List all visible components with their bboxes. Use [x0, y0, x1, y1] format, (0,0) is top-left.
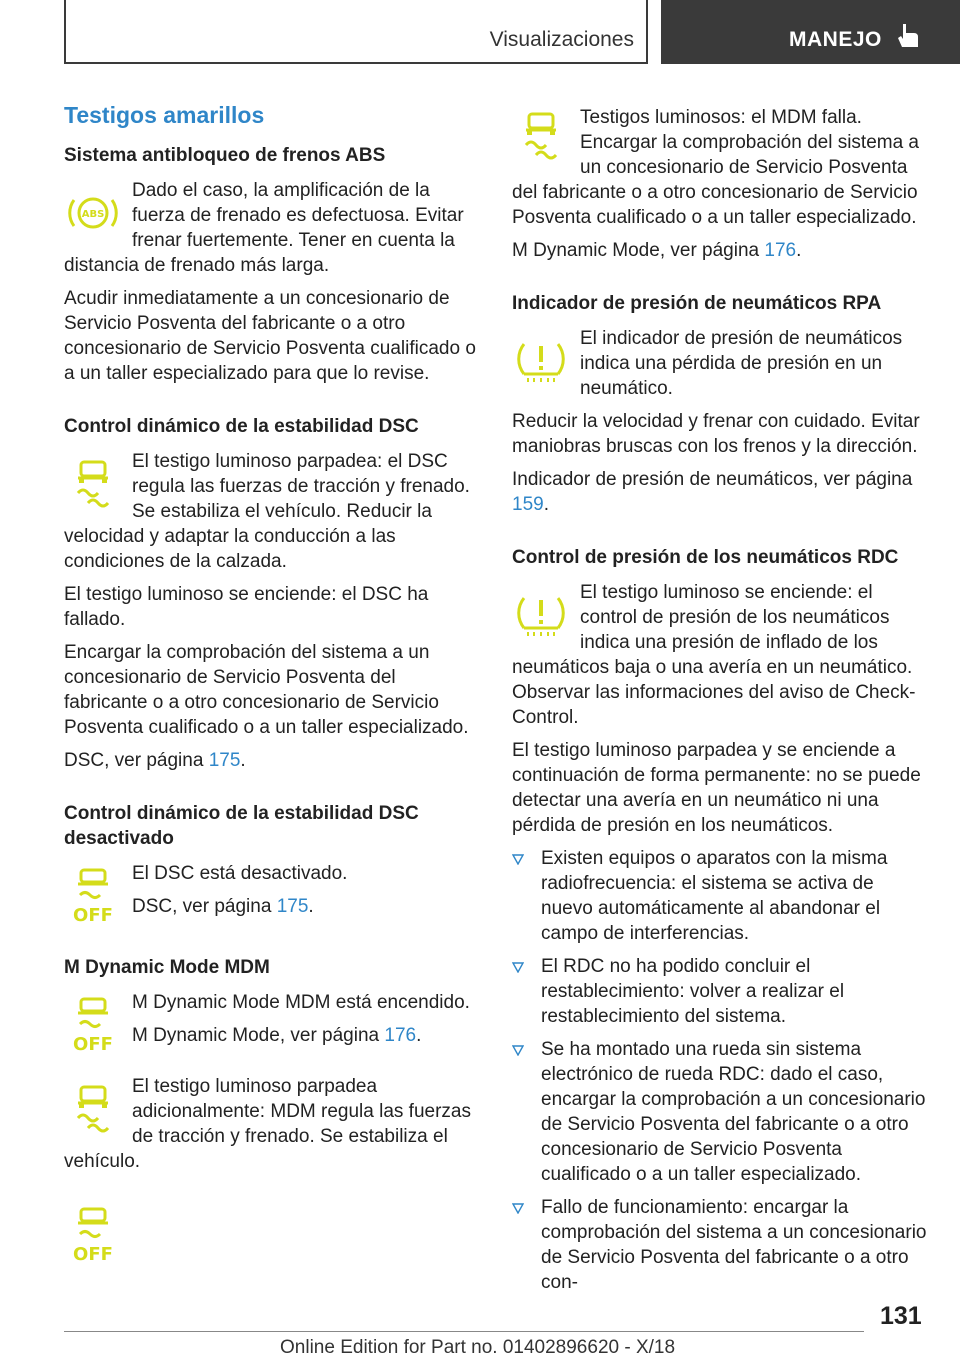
- rdc-bullet-list: [512, 846, 928, 1295]
- dsc-warning-icon: [512, 111, 570, 161]
- rpa-paragraph: Reducir la velocidad y frenar con cuidado. Evitar maniobras bruscas con los frenos y la dirección.: [512, 411, 920, 457]
- rpa-page-link[interactable]: 159: [512, 494, 544, 515]
- hand-pointer-icon: [896, 22, 920, 48]
- mdm-text: M Dynamic Mode MDM está encendido.: [132, 992, 470, 1013]
- header-chapter-label: MANEJO: [789, 28, 882, 51]
- dsc-reference: DSC, ver página 175.: [64, 750, 246, 771]
- mdm-section: [64, 955, 480, 1262]
- footer-divider: [64, 1331, 864, 1332]
- list-item: El RDC no ha podido concluir el restablecimiento: volver a realizar el restablecimiento del sistema.: [512, 954, 928, 1029]
- header-chapter-tab[interactable]: [661, 0, 960, 64]
- abs-section: [64, 143, 480, 386]
- dsc-off-title: Control dinámico de la estabilidad DSC desactivado: [64, 803, 419, 849]
- triangle-bullet-icon: [512, 853, 524, 865]
- mdm-fail-text: Testigos luminosos: el MDM falla. Encargar la comprobación del sistema a un concesionario de Servicio Posventa del fabricante o a otro concesionario de Servicio Posventa cualificado o a un taller especializado.: [512, 107, 920, 228]
- list-item: Fallo de funcionamiento: encargar la comprobación del sistema a un concesionario de Servicio Posventa del fabricante o a otro con-: [512, 1195, 928, 1295]
- tire-pressure-icon: [512, 336, 570, 386]
- header-section-title: Visualizaciones: [489, 28, 634, 51]
- dsc-paragraph-check: Encargar la comprobación del sistema a un concesionario de Servicio Posventa del fabricante o a otro concesionario de Servicio Posventa cualificado o a un taller especializado.: [64, 642, 469, 738]
- dsc-warning-icon: [64, 1084, 122, 1134]
- dsc-section: [64, 414, 480, 773]
- abs-title: Sistema antibloqueo de frenos ABS: [64, 145, 386, 166]
- dsc-intro: El testigo luminoso parpadea: el DSC regula las fuerzas de tracción y frenado. Se estabiliza el vehículo. Reducir la velocidad y adaptar la conducción a las condiciones de la calzada.: [64, 451, 470, 572]
- dsc-off-icon: [64, 867, 122, 925]
- abs-paragraph: Acudir inmediatamente a un concesionario de Servicio Posventa del fabricante o a otro concesionario de Servicio Posventa cualificado o a un taller especializado para que lo revise.: [64, 288, 476, 384]
- triangle-bullet-icon: [512, 961, 524, 973]
- dsc-paragraph-failed: El testigo luminoso se enciende: el DSC ha fallado.: [64, 584, 429, 630]
- rdc-section: [512, 545, 928, 1295]
- page-heading: Testigos amarillos: [64, 102, 265, 128]
- mdm-off-icon: [64, 1206, 122, 1264]
- dsc-off-reference: DSC, ver página 175.: [132, 896, 314, 917]
- mdm-page-link[interactable]: 176: [384, 1025, 417, 1046]
- abs-warning-icon: [64, 188, 122, 238]
- right-column: [512, 105, 928, 1303]
- dsc-page-link[interactable]: 175: [208, 750, 241, 771]
- rpa-section: [512, 291, 928, 517]
- dsc-warning-icon: [64, 459, 122, 509]
- rdc-intro: El testigo luminoso se enciende: el control de presión de los neumáticos indica una presión de inflado de los neumáticos baja o una avería en un neumático. Observar las informaciones del aviso de Check-Control.: [512, 582, 916, 728]
- dsc-off-section: [64, 801, 480, 927]
- page-number: 131: [880, 1302, 922, 1330]
- triangle-bullet-icon: [512, 1202, 524, 1214]
- triangle-bullet-icon: [512, 1044, 524, 1056]
- mdm-blink-text: El testigo luminoso parpadea adicionalmente: MDM regula las fuerzas de tracción y frenado. Se estabiliza el vehículo.: [64, 1076, 471, 1172]
- dsc-title: Control dinámico de la estabilidad DSC: [64, 416, 419, 437]
- footer-edition: Online Edition for Part no. 01402896620 - X/18: [280, 1337, 676, 1358]
- rpa-reference: Indicador de presión de neumáticos, ver página 159.: [512, 469, 913, 515]
- rpa-title: Indicador de presión de neumáticos RPA: [512, 293, 882, 314]
- mdm-off-icon: [64, 996, 122, 1054]
- rdc-paragraph: El testigo luminoso parpadea y se enciende a continuación de forma permanente: no se puede detectar una avería en un neumático ni una pérdida de presión en los neumáticos.: [512, 740, 921, 836]
- mdm-reference: M Dynamic Mode, ver página 176.: [132, 1025, 422, 1046]
- mdm-fail-page-link[interactable]: 176: [764, 240, 797, 261]
- tire-pressure-icon: [512, 590, 570, 640]
- mdm-fail-section: [512, 105, 928, 263]
- mdm-fail-reference: M Dynamic Mode, ver página 176.: [512, 240, 802, 261]
- dsc-off-text: El DSC está desactivado.: [132, 863, 348, 884]
- left-column: [64, 100, 480, 1262]
- abs-intro: Dado el caso, la amplificación de la fuerza de frenado es defectuosa. Evitar frenar fuertemente. Tener en cuenta la distancia de frenado más larga.: [64, 180, 464, 276]
- dsc-off-page-link[interactable]: 175: [276, 896, 309, 917]
- rdc-title: Control de presión de los neumáticos RDC: [512, 547, 899, 568]
- mdm-title: M Dynamic Mode MDM: [64, 957, 270, 978]
- list-item: Existen equipos o aparatos con la misma radiofrecuencia: el sistema se activa de nuevo automáticamente al abandonar el campo de interferencias.: [512, 846, 928, 946]
- rpa-intro: El indicador de presión de neumáticos indica una pérdida de presión en un neumático.: [580, 328, 903, 399]
- list-item: Se ha montado una rueda sin sistema electrónico de rueda RDC: dado el caso, encargar la comprobación a un concesionario de Servicio Posventa del fabricante o a otro concesionario de Servicio Posventa cualificado o a un taller especializado.: [512, 1037, 928, 1187]
